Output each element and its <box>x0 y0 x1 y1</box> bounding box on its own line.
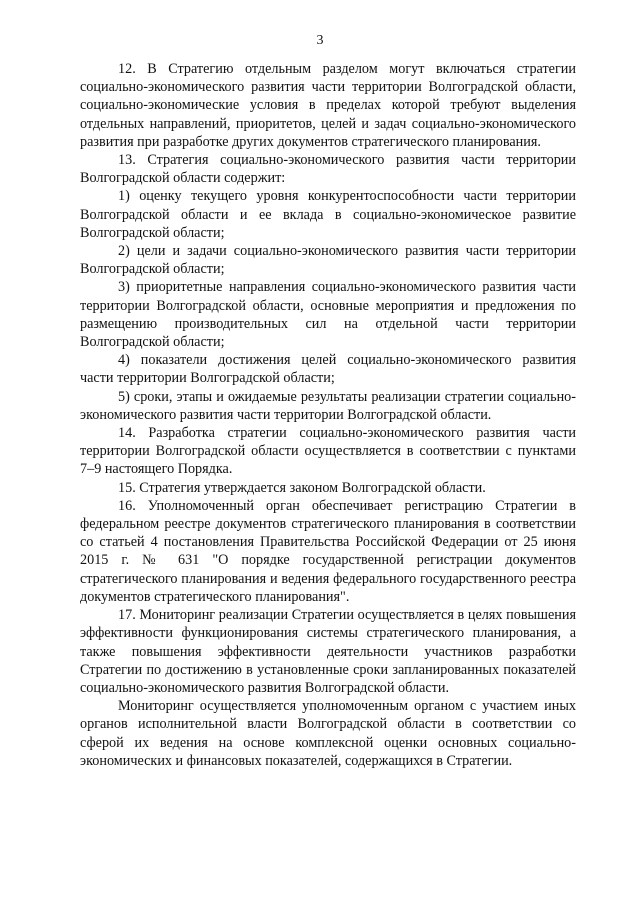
paragraph-16: 16. Уполномоченный орган обеспечивает регистрацию Стратегии в федеральном реестре документов стратегического планирования в соответствии со статьей 4 постановления Правительства Российской Федерации от 25 июня 2015 г. № 631 "О порядке государственной регистрации документов стратегического планирования и ведения федерального государственного реестра документов стратегического планирования". <box>80 497 576 605</box>
list-item-2: 2) цели и задачи социально-экономического развития части территории Волгоградской области; <box>80 243 576 278</box>
paragraph-13: 13. Стратегия социально-экономического развития части территории Волгоградской области содержит: <box>80 152 576 187</box>
paragraph-17: 17. Мониторинг реализации Стратегии осуществляется в целях повышения эффективности функционирования системы стратегического планирования, а также повышения эффективности деятельности участников разработки Стратегии по достижению в установленные сроки запланированных показателей социально-экономического развития Волгоградской области. <box>80 607 576 696</box>
list-item-4: 4) показатели достижения целей социально-экономического развития части территории Волгоградской области; <box>80 352 576 387</box>
paragraph-12: 12. В Стратегию отдельным разделом могут включаться стратегии социально-экономического развития части территории Волгоградской области, социально-экономические условия в пределах которой требуют выделения отдельных направлений, приоритетов, целей и задач социально-экономического развития при разработке других документов стратегического планирования. <box>80 61 576 150</box>
list-item-3: 3) приоритетные направления социально-экономического развития части территории Волгоградской области, основные мероприятия и предложения по размещению производительных сил на отдельной части территории Волгоградской области; <box>80 279 576 351</box>
list-item-5: 5) сроки, этапы и ожидаемые результаты реализации стратегии социально-экономического развития части территории Волгоградской области. <box>80 388 576 423</box>
paragraph-15: 15. Стратегия утверждается законом Волгоградской области. <box>118 479 486 496</box>
paragraph-14: 14. Разработка стратегии социально-экономического развития части территории Волгоградской области осуществляется в соответствии с пунктами 7–9 настоящего Порядка. <box>80 425 576 478</box>
document-body <box>80 60 576 770</box>
page-number: 3 <box>316 33 324 48</box>
list-item-1: 1) оценку текущего уровня конкурентоспособности части территории Волгоградской области и ее вклада в социально-экономическое развитие Волгоградской области; <box>80 188 576 241</box>
paragraph-monitoring: Мониторинг осуществляется уполномоченным органом с участием иных органов исполнительной власти Волгоградской области в соответствии со сферой их ведения на основе комплексной оценки основных социально-экономических и финансовых показателей, содержащихся в Стратегии. <box>80 698 576 769</box>
